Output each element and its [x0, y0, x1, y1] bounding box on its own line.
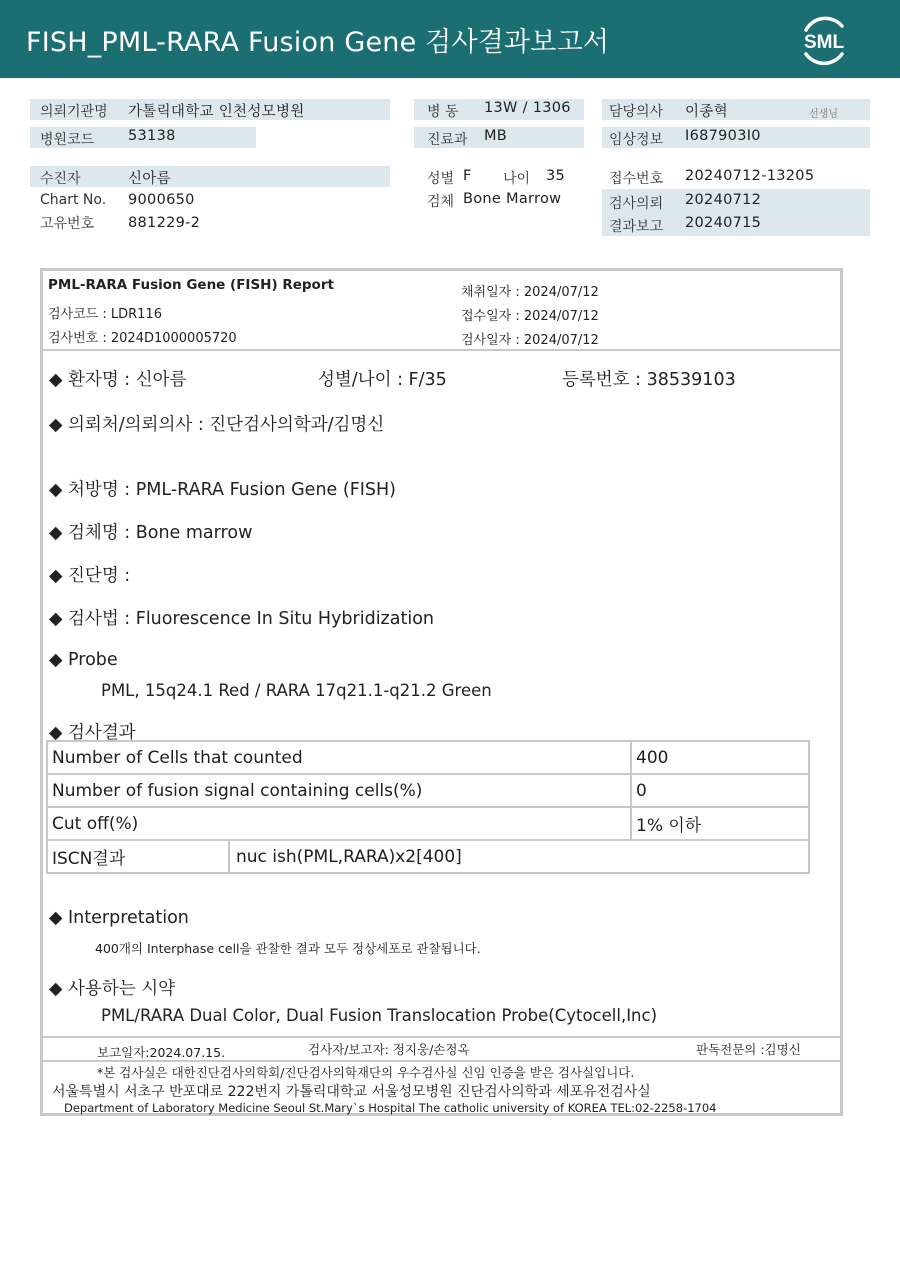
request-label: 검사의뢰: [609, 196, 664, 212]
table-row: [47, 840, 809, 873]
doctor-suffix: 선생님: [809, 109, 838, 120]
doctor-label: 담당의사: [609, 104, 664, 120]
probe-title: ◆ Probe: [49, 650, 118, 670]
iscn-value: nuc ish(PML,RARA)x2[400]: [236, 846, 462, 867]
test-number: 검사번호 : 2024D1000005720: [48, 331, 237, 346]
patient-name: ◆ 환자명 : 신아름: [49, 370, 187, 390]
footer-divider-bottom: [43, 1060, 840, 1062]
request-value: 20240712: [685, 192, 762, 208]
iscn-label: ISCN결과: [48, 841, 230, 872]
referrer: ◆ 의뢰처/의뢰의사 : 진단검사의학과/김명신: [49, 415, 385, 435]
table-row: [47, 741, 809, 774]
probe-detail: PML, 15q24.1 Red / RARA 17q21.1-q21.2 Green: [101, 681, 492, 700]
table-row: [47, 807, 809, 840]
ward-label: 병 동: [427, 104, 459, 120]
diagnosis: ◆ 진단명 :: [49, 566, 131, 586]
reagent-text: PML/RARA Dual Color, Dual Fusion Translocation Probe(Cytocell,Inc): [101, 1006, 658, 1025]
reagent-title: ◆ 사용하는 시약: [49, 979, 176, 999]
ward-value: 13W / 1306: [484, 100, 571, 116]
report-title: PML-RARA Fusion Gene (FISH) Report: [48, 277, 334, 293]
certification: *본 검사실은 대한진단검사의학회/진단검사의학재단의 우수검사실 신임 인증을 받은 검사실입니다.: [97, 1065, 635, 1080]
patient-bar: [30, 166, 390, 187]
test-code: 검사코드 : LDR116: [48, 307, 162, 322]
test-date: 검사일자 : 2024/07/12: [461, 333, 599, 348]
sml-logo-icon: [796, 12, 852, 68]
interpretation-title: ◆ Interpretation: [49, 908, 189, 928]
receipt-date: 접수일자 : 2024/07/12: [461, 309, 599, 324]
footer-divider-top: [43, 1036, 840, 1038]
table-row: [47, 774, 809, 807]
patient-value: 신아름: [128, 171, 171, 187]
row-label: Number of Cells that counted: [47, 741, 631, 774]
sex-label: 성별: [427, 171, 455, 187]
test-method: ◆ 검사법 : Fluorescence In Situ Hybridization: [49, 609, 434, 629]
row-label: Number of fusion signal containing cells(%): [47, 774, 631, 807]
result-title: ◆ 검사결과: [49, 723, 136, 743]
institution-label: 의뢰기관명: [40, 104, 108, 120]
prescription: ◆ 처방명 : PML-RARA Fusion Gene (FISH): [49, 480, 397, 500]
report-divider: [43, 349, 840, 351]
specialist: 판독전문의 :김명신: [696, 1042, 801, 1057]
result-report-label: 결과보고: [609, 219, 664, 235]
doctor-value: 이종혁: [685, 104, 728, 120]
row-value: 0: [631, 774, 809, 807]
chart-label: Chart No.: [40, 192, 107, 208]
receipt-no-label: 접수번호: [609, 171, 664, 187]
address: 서울특별시 서초구 반포대로 222번지 가톨릭대학교 서울성모병원 진단검사의학과 세포유전검사실: [52, 1084, 651, 1100]
sex-value: F: [463, 168, 472, 184]
clinical-value: I687903I0: [685, 128, 761, 144]
collect-date: 채취일자 : 2024/07/12: [461, 285, 599, 300]
specimen-name: ◆ 검체명 : Bone marrow: [49, 523, 253, 543]
registration-number: 등록번호 : 38539103: [562, 370, 736, 390]
age-value: 35: [546, 168, 566, 184]
row-value: 1% 이하: [631, 807, 809, 840]
age-label: 나이: [503, 171, 531, 187]
department-english: Department of Laboratory Medicine Seoul St.Mary`s Hospital The catholic university of KOREA TEL:02-2258-1704: [64, 1101, 717, 1115]
report-date: 보고일자:2024.07.15.: [97, 1045, 226, 1060]
row-label: Cut off(%): [47, 807, 631, 840]
specimen-label: 검체: [427, 194, 455, 210]
department-label: 진료과: [427, 132, 468, 148]
hospital-code-value: 53138: [128, 128, 176, 144]
page-title: FISH_PML-RARA Fusion Gene 검사결과보고서: [26, 27, 610, 58]
chart-value: 9000650: [128, 192, 195, 208]
logo-text: SML: [803, 32, 845, 53]
interpretation-text: 400개의 Interphase cell을 관찰한 결과 모두 정상세포로 관찰됩니다.: [95, 941, 481, 956]
specimen-value: Bone Marrow: [463, 191, 562, 207]
examiner: 검사자/보고자: 정지웅/손정옥: [308, 1042, 470, 1057]
patient-label: 수진자: [40, 171, 81, 187]
hospital-code-label: 병원코드: [40, 132, 95, 148]
department-value: MB: [484, 128, 508, 144]
result-table: [46, 740, 810, 874]
unique-value: 881229-2: [128, 215, 201, 231]
result-report-value: 20240715: [685, 215, 762, 231]
sex-age: 성별/나이 : F/35: [318, 370, 447, 390]
clinical-label: 임상정보: [609, 132, 664, 148]
row-value: 400: [631, 741, 809, 774]
unique-label: 고유번호: [40, 216, 95, 232]
institution-value: 가톨릭대학교 인천성모병원: [128, 104, 305, 120]
receipt-no-value: 20240712-13205: [685, 168, 815, 184]
